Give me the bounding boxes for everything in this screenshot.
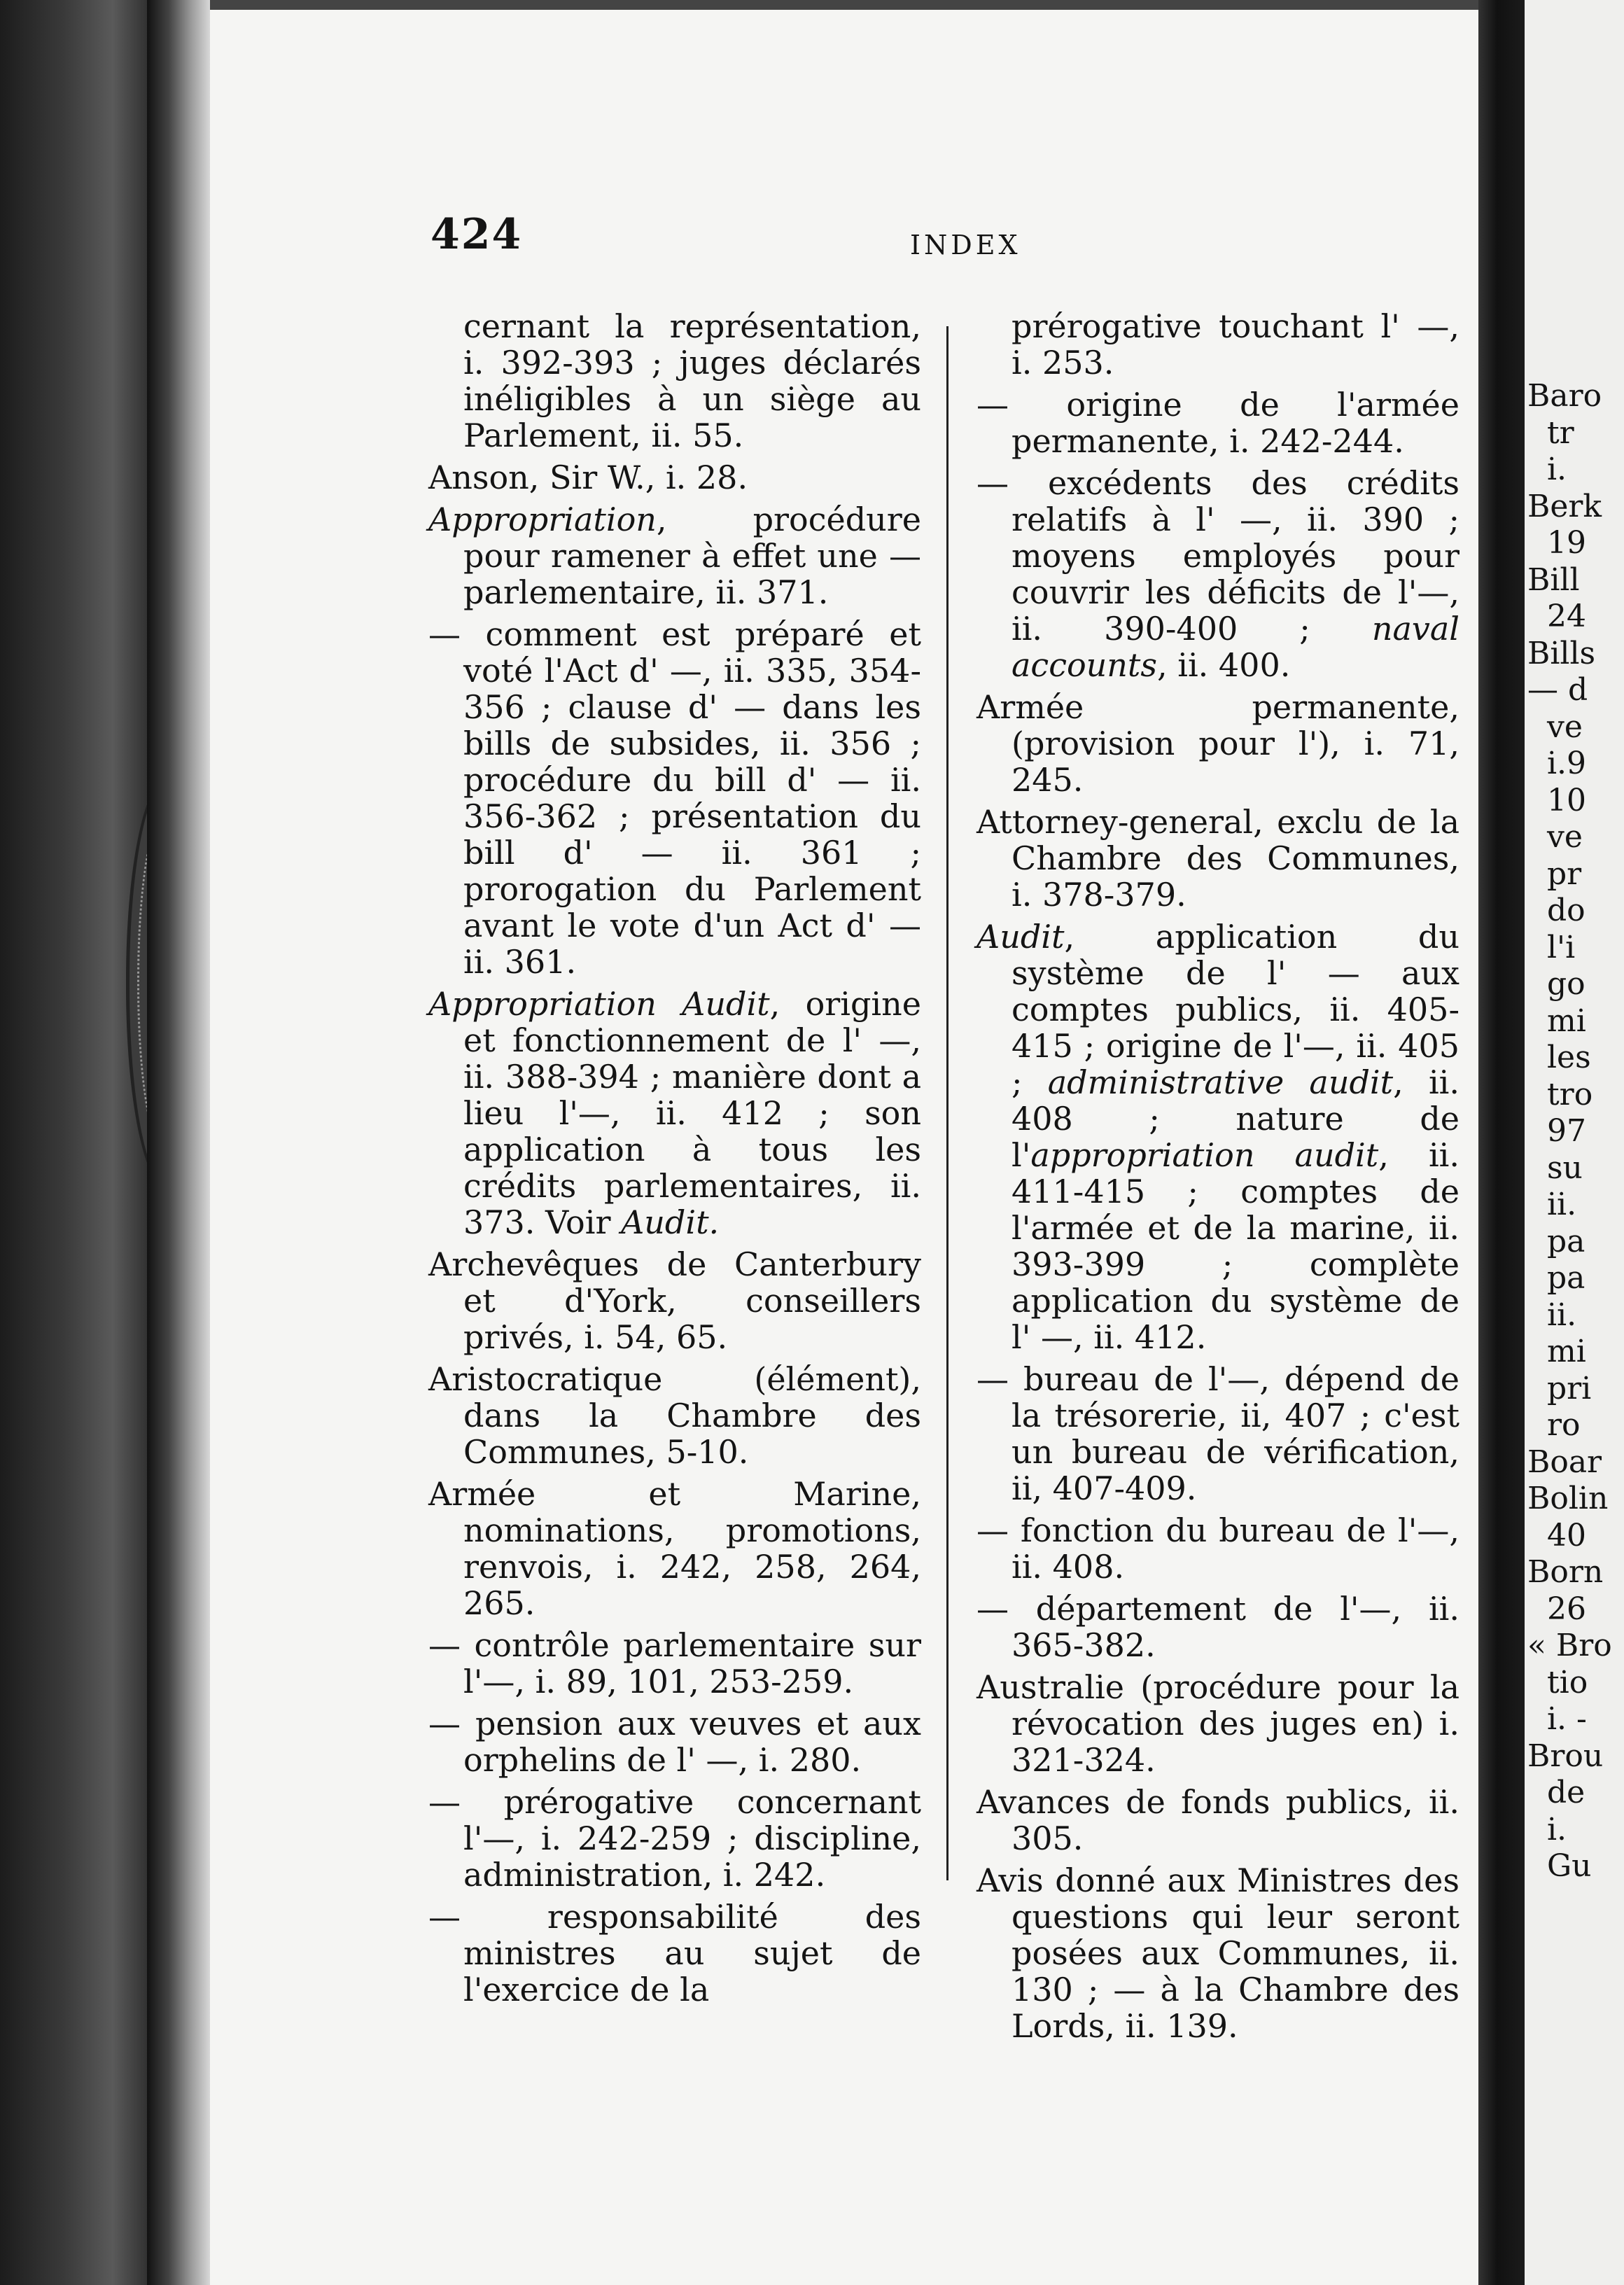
entry-text: prérogative touchant l' —, i. 253. — [1011, 307, 1460, 382]
adjacent-page-line: 19 — [1527, 525, 1586, 561]
entry-text: — responsabilité des ministres au sujet de l'exercice de la — [428, 1898, 921, 2008]
adjacent-page-line: les — [1527, 1040, 1591, 1075]
adjacent-page-line: tro — [1527, 1076, 1593, 1112]
adjacent-page-line: — d — [1527, 672, 1588, 708]
adjacent-page-line: l'i — [1527, 929, 1576, 965]
adjacent-page-line: Bills — [1527, 635, 1596, 671]
index-entry — [976, 386, 1460, 459]
index-entry — [428, 501, 921, 610]
entry-text: , application du système de l' — aux comptes publics, ii. 405-415 ; origine de l'—, ii. 405 ; — [1011, 918, 1460, 1101]
index-entry — [428, 1705, 921, 1778]
entry-text: cernant la représentation, i. 392-393 ; juges déclarés inéligibles à un siège au Parlement, ii. 55. — [463, 307, 921, 454]
adjacent-page-line: ve — [1527, 819, 1583, 855]
index-entry — [428, 1361, 921, 1470]
index-column-right — [976, 308, 1460, 2050]
entry-heading: Appropriation — [428, 501, 657, 538]
adjacent-page-line: go — [1527, 966, 1586, 1002]
adjacent-page-line: « Bro — [1527, 1628, 1612, 1663]
adjacent-page-line: pa — [1527, 1223, 1586, 1259]
adjacent-page-line: 40 — [1527, 1517, 1586, 1553]
index-entry — [428, 1476, 921, 1621]
adjacent-page-line: Born — [1527, 1554, 1604, 1590]
entry-text: , ii. 411-415 ; comptes de l'armée et de la marine, ii. 393-399 ; complète application du système de l' —, ii. 412. — [1011, 1136, 1460, 1356]
index-entry — [976, 918, 1460, 1355]
entry-reference: administrative audit — [1047, 1063, 1394, 1101]
index-entry — [976, 1669, 1460, 1778]
adjacent-page-line: mi — [1527, 1002, 1586, 1039]
index-entry — [428, 1246, 921, 1355]
adjacent-page-line: do — [1527, 893, 1586, 928]
entry-text: Armée et Marine, nominations, promotions, renvois, i. 242, 258, 264, 265. — [428, 1475, 921, 1622]
adjacent-page-line: Berk — [1527, 488, 1602, 524]
entry-text: Anson, Sir W., i. 28. — [428, 459, 748, 496]
entry-reference: appropriation audit — [1030, 1136, 1379, 1174]
entry-reference: naval accounts — [1011, 610, 1460, 684]
entry-text: — bureau de l'—, dépend de la trésorerie, ii, 407 ; c'est un bureau de vérification, ii, 407-409. — [976, 1360, 1460, 1507]
page-number: 424 — [430, 210, 523, 259]
spine-shadow — [147, 0, 210, 2285]
index-entry — [976, 465, 1460, 683]
entry-heading: Appropriation Audit — [428, 985, 770, 1023]
entry-text: — contrôle parlementaire sur l'—, i. 89, 101, 253-259. — [428, 1626, 921, 1700]
adjacent-page-line: pa — [1527, 1260, 1586, 1296]
entry-text: Australie (procédure pour la révocation des juges en) i. 321-324. — [976, 1668, 1460, 1779]
adjacent-page-line: i.9 — [1527, 746, 1587, 781]
index-entry — [976, 1784, 1460, 1857]
index-column-left — [428, 308, 921, 2013]
index-entry — [428, 459, 921, 496]
adjacent-page-line: Baro — [1527, 378, 1602, 414]
adjacent-page-text — [1527, 378, 1612, 1885]
entry-text: Archevêques de Canterbury et d'York, conseillers privés, i. 54, 65. — [428, 1245, 921, 1356]
entry-text: — origine de l'armée permanente, i. 242-244. — [976, 386, 1460, 460]
index-entry — [976, 689, 1460, 798]
entry-text: , origine et fonctionnement de l' —, ii. 388-394 ; manière dont a lieu l'—, ii. 412 ; son application à tous les crédits parlementaires, ii. 373. Voir — [463, 985, 921, 1241]
adjacent-page-line: Bolin — [1527, 1481, 1609, 1516]
entry-text: — fonction du bureau de l'—, ii. 408. — [976, 1511, 1460, 1586]
entry-text: — prérogative concernant l'—, i. 242-259 ; discipline, administration, i. 242. — [428, 1783, 921, 1894]
adjacent-page-line: Bill — [1527, 561, 1580, 598]
entry-text: — pension aux veuves et aux orphelins de l' —, i. 280. — [428, 1705, 921, 1779]
entry-text: — comment est préparé et voté l'Act d' —, ii. 335, 354-356 ; clause d' — dans les bills de subsides, ii. 356 ; procédure du bill d' — ii. 356-362 ; présentation du bill d' — ii. 361 ; prorogation du Parlement avant le vote d'un Act d' — ii. 361. — [428, 615, 921, 981]
book-gutter — [0, 0, 161, 2285]
entry-text: , ii. 400. — [1157, 646, 1291, 684]
index-entry — [976, 1862, 1460, 2044]
entry-text: , procédure pour ramener à effet une — parlementaire, ii. 371. — [463, 501, 921, 611]
adjacent-page-line: 97 — [1527, 1113, 1586, 1149]
page-fold — [1478, 0, 1525, 2285]
adjacent-page-line: ii. — [1527, 1297, 1577, 1333]
adjacent-page-line: 10 — [1527, 782, 1586, 818]
adjacent-page-line: ve — [1527, 708, 1583, 745]
index-entry — [428, 308, 921, 454]
adjacent-page-line: i. — [1527, 1811, 1567, 1847]
adjacent-page-line: 26 — [1527, 1591, 1586, 1627]
entry-text: — département de l'—, ii. 365-382. — [976, 1590, 1460, 1664]
entry-text: Aristocratique (élément), dans la Chambre des Communes, 5-10. — [428, 1360, 921, 1471]
index-entry — [428, 616, 921, 980]
column-rule — [946, 326, 948, 1880]
adjacent-page-line: de — [1527, 1775, 1586, 1810]
entry-heading: Audit — [976, 918, 1065, 956]
entry-reference: Audit. — [621, 1203, 720, 1241]
index-entry — [976, 308, 1460, 381]
adjacent-page-line: mi — [1527, 1334, 1586, 1369]
entry-text: , ii. 408 ; nature de l' — [1011, 1063, 1460, 1174]
running-head: INDEX — [910, 230, 1021, 260]
index-entry — [428, 1784, 921, 1893]
index-entry — [976, 804, 1460, 913]
adjacent-page-line: su — [1527, 1150, 1583, 1186]
adjacent-page-line: pri — [1527, 1370, 1592, 1406]
entry-text: Avis donné aux Ministres des questions qui leur seront posées aux Communes, ii. 130 ; — à la Chambre des Lords, ii. 139. — [976, 1861, 1460, 2045]
adjacent-page-line: ii. — [1527, 1187, 1577, 1222]
index-entry — [976, 1361, 1460, 1507]
adjacent-page-line: pr — [1527, 855, 1582, 892]
index-entry — [428, 1627, 921, 1700]
index-entry — [428, 1899, 921, 2008]
index-entry — [976, 1512, 1460, 1585]
page-top-edge — [210, 0, 1484, 10]
adjacent-page-line: Boar — [1527, 1444, 1602, 1480]
entry-text: Avances de fonds publics, ii. 305. — [976, 1783, 1460, 1857]
entry-text: — excédents des crédits relatifs à l' —, ii. 390 ; moyens employés pour couvrir les déficits de l'—, ii. 390-400 ; — [976, 464, 1460, 648]
entry-text: Attorney-general, exclu de la Chambre des Communes, i. 378-379. — [976, 803, 1460, 914]
entry-text: Armée permanente, (provision pour l'), i. 71, 245. — [976, 688, 1460, 799]
adjacent-page-line: i. — [1527, 452, 1567, 487]
adjacent-page-line: 24 — [1527, 599, 1586, 634]
index-entry — [428, 986, 921, 1241]
adjacent-page-line: i. - — [1527, 1701, 1587, 1737]
adjacent-page-line: tio — [1527, 1664, 1588, 1700]
adjacent-page-line: ro — [1527, 1407, 1581, 1443]
adjacent-page-line: Gu — [1527, 1848, 1592, 1884]
index-entry — [976, 1591, 1460, 1663]
adjacent-page-line: Brou — [1527, 1738, 1604, 1774]
adjacent-page-line: tr — [1527, 414, 1574, 451]
